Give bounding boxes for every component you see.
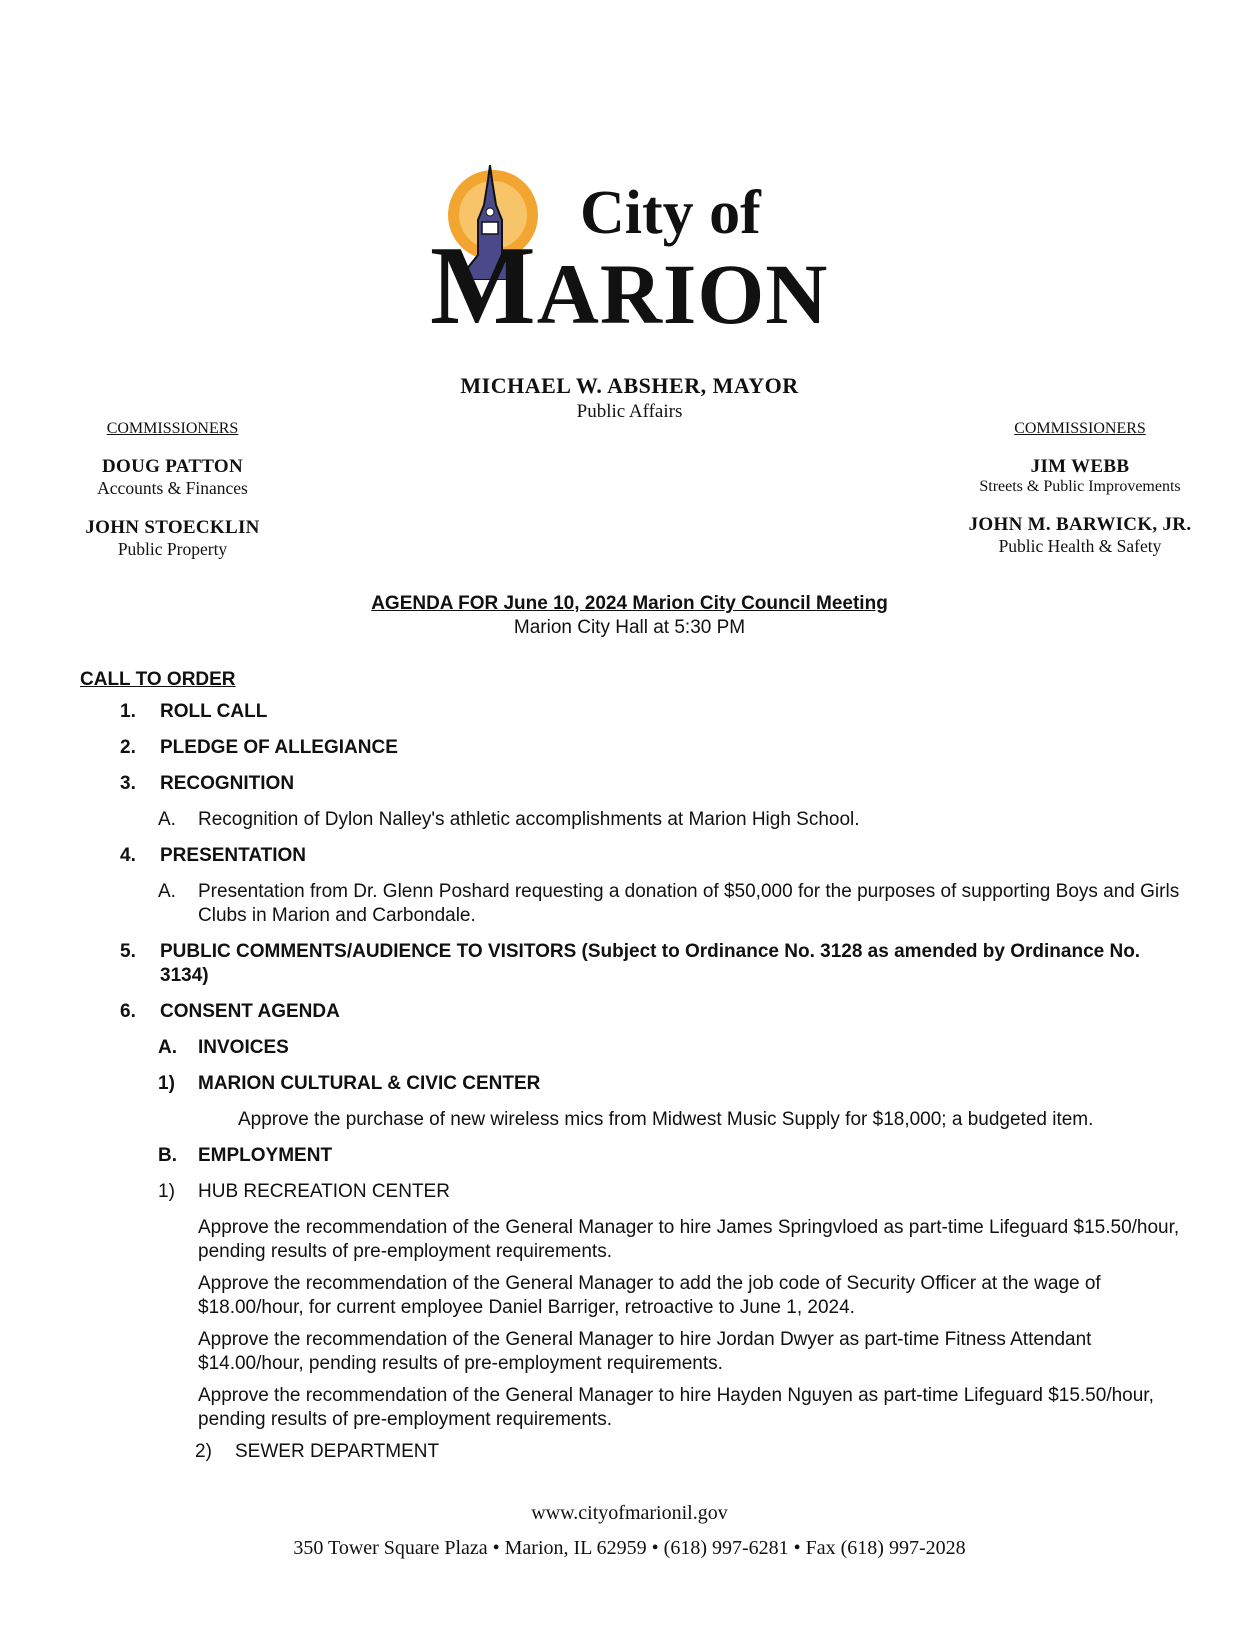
section-heading: CALL TO ORDER <box>80 669 236 690</box>
logo-marion-initial: M <box>430 224 537 348</box>
agenda-item <box>80 940 1190 988</box>
item-text: INVOICES <box>198 1037 289 1058</box>
agenda-subitem <box>80 880 1190 928</box>
item-text: SEWER DEPARTMENT <box>235 1441 440 1462</box>
commissioner-name: JOHN M. BARWICK, JR. <box>968 514 1192 535</box>
commissioner-role: Public Property <box>117 539 228 559</box>
footer-address: 350 Tower Square Plaza • Marion, IL 62959 • (618) 997-6281 • Fax (618) 997-2028 <box>293 1537 966 1559</box>
logo-city-of: City of <box>580 179 761 247</box>
item-text: PLEDGE OF ALLEGIANCE <box>160 737 398 758</box>
agenda-item <box>80 700 1190 724</box>
item-number: 1) <box>158 1073 175 1094</box>
agenda-paragraph: Approve the recommendation of the General Manager to add the job code of Security Officer at the wage of $18.00/hour, for current employee Daniel Barriger, retroactive to June 1, 2024. <box>198 1273 1101 1318</box>
item-text: Presentation from Dr. Glenn Poshard requesting a donation of $50,000 for the purposes of supporting Boys and Girls Clubs in Marion and Carbondale. <box>198 881 1180 926</box>
mayor-name: MICHAEL W. ABSHER, MAYOR <box>460 373 799 398</box>
item-text: HUB RECREATION CENTER <box>198 1181 450 1202</box>
item-text: PRESENTATION <box>160 845 307 866</box>
item-number: B. <box>158 1145 177 1166</box>
item-number: 1. <box>120 701 136 722</box>
item-text: ROLL CALL <box>160 701 268 722</box>
item-number: 2. <box>120 737 136 758</box>
agenda-subitem <box>80 1072 1190 1096</box>
item-text: Recognition of Dylon Nalley's athletic accomplishments at Marion High School. <box>198 809 860 830</box>
logo-marion-rest: ARION <box>536 246 829 342</box>
item-text: MARION CULTURAL & CIVIC CENTER <box>198 1073 541 1094</box>
footer-website-link[interactable]: www.cityofmarionil.gov <box>531 1502 728 1524</box>
agenda-subitem <box>80 1144 1190 1168</box>
item-text: EMPLOYMENT <box>198 1145 333 1166</box>
commissioners-heading: COMMISSIONERS <box>1014 420 1146 437</box>
item-number: 5. <box>120 941 136 962</box>
item-text: PUBLIC COMMENTS/AUDIENCE TO VISITORS (Subject to Ordinance No. 3128 as amended by Ordinance No. 3134) <box>160 941 1141 986</box>
commissioner-role: Streets & Public Improvements <box>979 478 1181 495</box>
commissioners-heading: COMMISSIONERS <box>106 420 239 437</box>
item-number: 3. <box>120 773 136 794</box>
agenda-item <box>80 1000 1190 1024</box>
commissioner-name: JIM WEBB <box>1030 456 1130 477</box>
agenda-item <box>80 736 1190 760</box>
commissioners-left <box>70 420 275 578</box>
agenda-subtitle: Marion City Hall at 5:30 PM <box>513 617 746 638</box>
item-text: Approve the purchase of new wireless mics from Midwest Music Supply for $18,000; a budgeted item. <box>238 1109 1094 1130</box>
agenda-subitem <box>80 1180 1190 1204</box>
agenda-subitem <box>80 1036 1190 1060</box>
item-text: RECOGNITION <box>160 773 295 794</box>
agenda-subitem <box>80 1440 1190 1464</box>
mayor-title: Public Affairs <box>576 401 683 422</box>
item-number: 1) <box>158 1181 175 1202</box>
item-number: A. <box>158 809 176 830</box>
item-number: A. <box>158 881 176 902</box>
agenda-item <box>80 772 1190 796</box>
commissioners-right <box>955 420 1205 575</box>
agenda-item <box>80 844 1190 868</box>
agenda-paragraph: Approve the recommendation of the General Manager to hire James Springvloed as part-time Lifeguard $15.50/hour, pending results of pre-employment requirements. <box>198 1217 1180 1262</box>
item-number: 4. <box>120 845 136 866</box>
agenda-title: AGENDA FOR June 10, 2024 Marion City Council Meeting <box>371 593 888 614</box>
commissioner-role: Accounts & Finances <box>97 478 248 498</box>
commissioner-name: JOHN STOECKLIN <box>85 517 260 538</box>
city-logo <box>430 160 850 348</box>
agenda-paragraph <box>80 1108 1190 1132</box>
agenda-body <box>80 668 1190 1476</box>
logo-marion <box>430 224 829 348</box>
item-number: A. <box>158 1037 177 1058</box>
agenda-paragraph: Approve the recommendation of the General Manager to hire Jordan Dwyer as part-time Fitness Attendant $14.00/hour, pending results of pre-employment requirements. <box>198 1329 1092 1374</box>
item-text: CONSENT AGENDA <box>160 1001 340 1022</box>
commissioner-name: DOUG PATTON <box>101 456 244 477</box>
commissioner-role: Public Health & Safety <box>998 536 1162 556</box>
item-number: 2) <box>195 1441 212 1462</box>
item-number: 6. <box>120 1001 136 1022</box>
agenda-subitem <box>80 808 1190 832</box>
agenda-paragraph: Approve the recommendation of the General Manager to hire Hayden Nguyen as part-time Lifeguard $15.50/hour, pending results of pre-employment requirements. <box>198 1385 1154 1430</box>
